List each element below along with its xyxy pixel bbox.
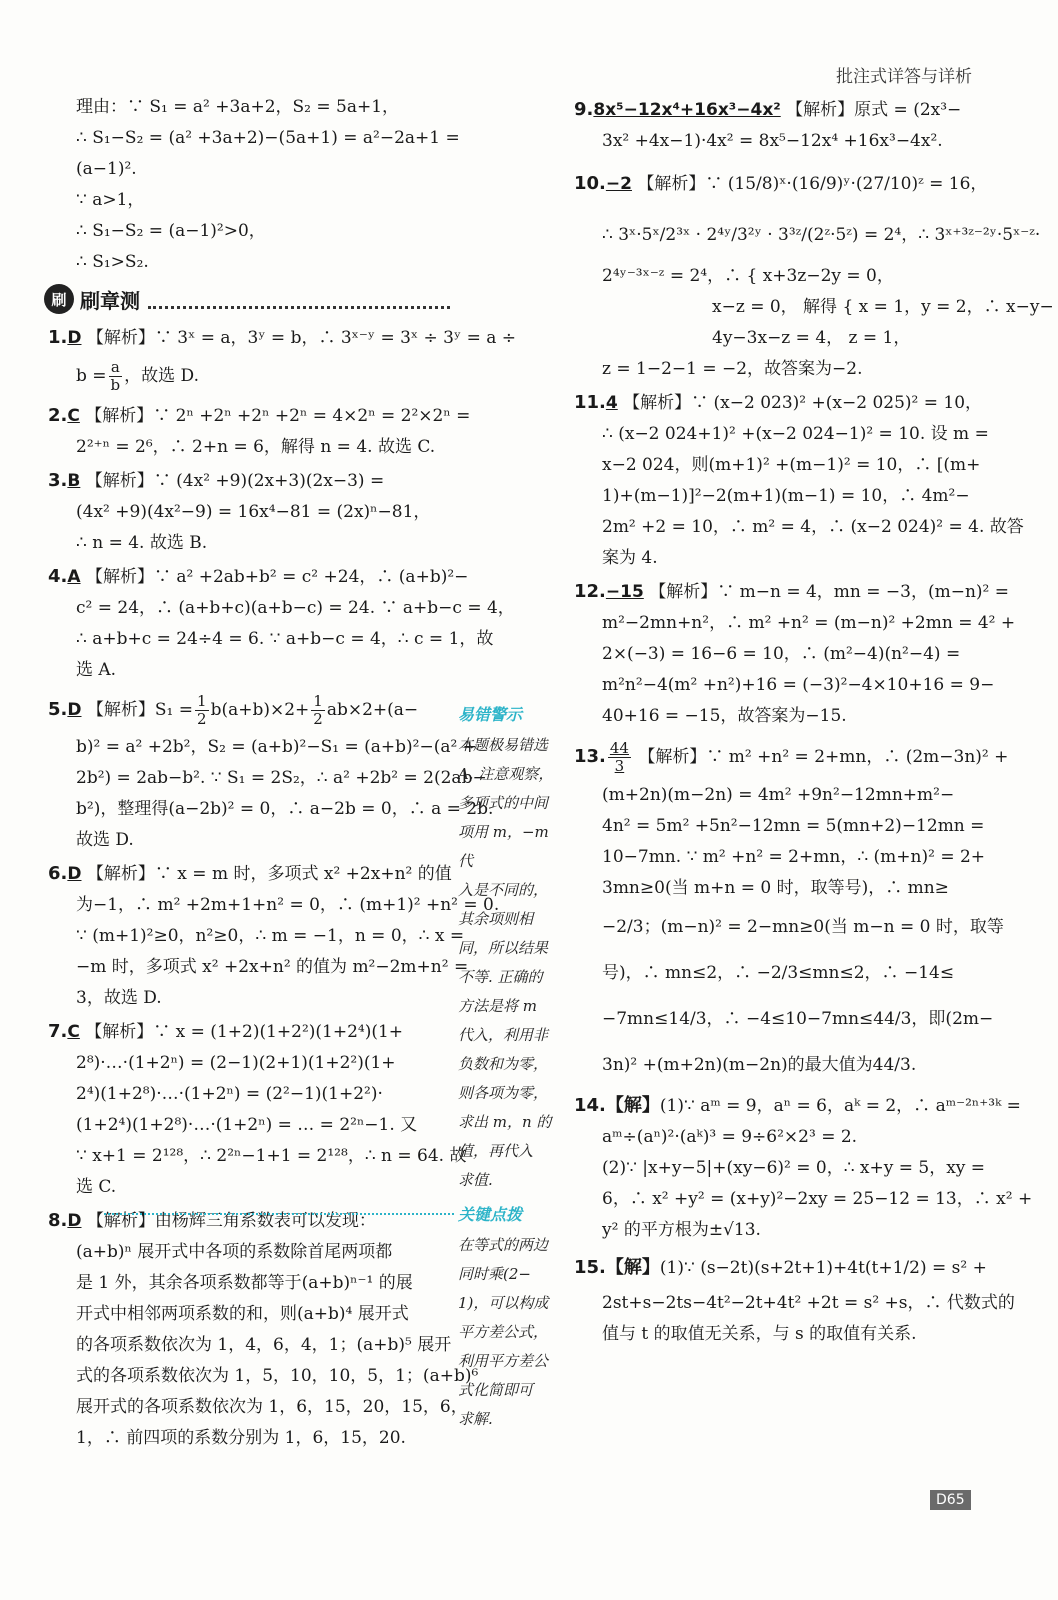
question-15: 15.【解】(1)∵ (s−2t)(s+2t+1)+4t(t+1/2) = s² + 2st+s−2ts−4t²−2t+4t² +2t = s² +s，∴ 代数式的 值与 t 的取值无关系，与 s 的取值有关系. [574, 1257, 1015, 1344]
answer: 8x⁵−12x⁴+16x³−4x² [593, 100, 781, 120]
answer: A [67, 567, 81, 587]
answer: C [67, 406, 80, 426]
answer: D [67, 1211, 82, 1231]
dotted-divider [148, 290, 450, 309]
question-4: 4.A 【解析】∵ a² +2ab+b² = c² +24，∴ (a+b)²− c² = 24，∴ (a+b+c)(a+b−c) = 24. ∵ a+b−c = 4， ∴ a+b+c = 24÷4 = 6. ∵ a+b−c = 4，∴ c = 1，故 选 A. [48, 566, 515, 680]
page-number: D65 [930, 1490, 971, 1510]
question-13: 13. $\frac{44}{3}$ 【解析】∵ m² +n² = 2+mn，∴ (2m−3n)² + (m+2n)(m−2n) = 4m² +9n²−12mn+m²− 4n² = 5m² +5n²−12mn = 5(mn+2)−12mn = 10−7mn. ∵ m² +n² = 2+mn，∴ (m+n)² = 2+ 3mn≥0(当 m+n = 0 时，取等号)，∴ mn≥ −2/3；(m−n)² = 2−mn≥0(当 m−n = 0 时，取等 号)，∴ mn≤2，∴ −2/3≤mn≤2，∴ −14≤ −7mn≤14/3，∴ −4≤10−7mn≤44/3，即(2m− 3n)² +(m+2n)(m−2n)的最大值为44/3. [574, 739, 1009, 1075]
sidebar-title: 关键点拨 [458, 1205, 523, 1224]
answer: −2 [605, 174, 632, 194]
sidebar-pointer-line [104, 1213, 454, 1215]
sidebar-title: 易错警示 [458, 705, 523, 724]
question-9: 9.8x⁵−12x⁴+16x³−4x² 【解析】原式 = (2x³− 3x² +4x−1)·4x² = 8x⁵−12x⁴ +16x³−4x². [574, 99, 962, 151]
brush-icon: 刷 [44, 284, 74, 314]
answer: D [67, 328, 82, 348]
text-line: 理由：∵ S₁ = a² +3a+2，S₂ = 5a+1， [76, 97, 400, 117]
question-7: 7.C 【解析】∵ x = (1+2)(1+2²)(1+2⁴)(1+ 2⁸)·…·(1+2ⁿ) = (2−1)(2+1)(1+2²)(1+ 2⁴)(1+2⁸)·…·(1+2ⁿ) = (2²−1)(1+2²)· (1+2⁴)(1+2⁸)·…·(1+2ⁿ) = … = 2²ⁿ−1. 又 ∵ x+1 = 2¹²⁸，∴ 2²ⁿ−1+1 = 2¹²⁸，∴ n = 64. 故 选 C. [48, 1021, 467, 1197]
question-11: 11.4 【解析】∵ (x−2 023)² +(x−2 025)² = 10， ∴ (x−2 024+1)² +(x−2 024−1)² = 10. 设 m = x−2 024，则(m+1)² +(m−1)² = 10，∴ [(m+ 1)+(m−1)]²−2(m+1)(m−1) = 10，∴ 4m²− 2m² +2 = 10，∴ m² = 4，∴ (x−2 024)² = 4. 故答 案为 4. [574, 392, 1024, 568]
text-line: (a−1)². [76, 159, 137, 179]
text-line: ∴ S₁>S₂. [76, 252, 149, 272]
answer: 4 [605, 393, 618, 413]
question-5: 5.D 【解析】S₁ = $\frac{1}{2}$ b(a+b)×2+ $\frac{1}{2}$ ab×2+(a− b)² = a² +2b²，S₂ = (a+b)²−S₁ = (a+b)²−(a² + 2b²) = 2ab−b². ∵ S₁ = 2S₂，∴ a² +2b² = 2(2ab− b²)，整理得(a−2b)² = 0，∴ a−2b = 0，∴ a = 2b. 故选 D. [48, 692, 494, 850]
text-line: ∵ a>1， [76, 190, 145, 210]
answer: C [67, 1022, 80, 1042]
question-2: 2.C 【解析】∵ 2ⁿ +2ⁿ +2ⁿ +2ⁿ = 4×2ⁿ = 2²×2ⁿ = 2²⁺ⁿ = 2⁶，∴ 2+n = 6，解得 n = 4. 故选 C. [48, 405, 471, 457]
question-10: 10.−2 【解析】∵ (15/8)ˣ·(16/9)ʸ·(27/10)ᶻ = 16， ∴ 3ˣ·5ˣ/2³ˣ · 2⁴ʸ/3²ʸ · 3³ᶻ/(2ᶻ·5ᶻ) = 2⁴，∴ 3ˣ⁺³ᶻ⁻²ʸ·5ˣ⁻ᶻ· 2⁴ʸ⁻³ˣ⁻ᶻ = 2⁴，∴ { x+3z−2y = 0， x−z = 0， 解得 { x = 1，y = 2，∴ x−y− 4y−3x−z = 4， z = 1， z = 1−2−1 = −2，故答案为−2. [574, 173, 1054, 379]
text-line: ∴ S₁−S₂ = (a² +3a+2)−(5a+1) = a²−2a+1 = [76, 128, 460, 148]
question-14: 14.【解】(1)∵ aᵐ = 9，aⁿ = 6，aᵏ = 2，∴ aᵐ⁻²ⁿ⁺³ᵏ = aᵐ÷(aⁿ)²·(aᵏ)³ = 9÷6²×2³ = 2. (2)∵ |x+y−5|+(xy−6)² = 0，∴ x+y = 5，xy = 6，∴ x² +y² = (x+y)²−2xy = 25−12 = 13，∴ x² + y² 的平方根为±√13. [574, 1095, 1033, 1240]
page-header: 批注式详答与详析 [836, 67, 972, 87]
sidebar-note-error-warning: 易错警示 本题极易错选 A. 注意观察， 多项式的中间 项用 m，−m 代 入是不同的， 其余项则相 同，所以结果 不等. 正确的 方法是将 m 代入，利用非 负数和为零， 则各项为零， 求出 m，n 的 值，再代入 求值. [458, 700, 562, 1195]
answer: B [67, 471, 81, 491]
answer: −15 [605, 582, 644, 602]
question-8: 8.D 【解析】由杨辉三角系数表可以发现： (a+b)ⁿ 展开式中各项的系数除首尾两项都 是 1 外，其余各项系数都等于(a+b)ⁿ⁻¹ 的展 开式中相邻两项系数的和，则(a+b)⁴ 展开式 的各项系数依次为 1，4，6，4，1；(a+b)⁵ 展开 式的各项系数依次为 1，5，10，10，5，1；(a+b)⁶ 展开式的各项系数依次为 1，6，15，20，15，6， 1，∴ 前四项的系数分别为 1，6，15，20. [48, 1210, 479, 1448]
answer: $\frac{44}{3}$ [609, 739, 629, 775]
text-line: ∴ S₁−S₂ = (a−1)²>0， [76, 221, 266, 241]
sidebar-note-key-point: 关键点拨 在等式的两边 同时乘(2− 1)，可以构成 平方差公式， 利用平方差公 式化简即可 求解. [458, 1200, 562, 1434]
answer: D [67, 864, 82, 884]
answer: D [67, 700, 82, 720]
section-title: 刷章测 [80, 288, 140, 313]
question-3: 3.B 【解析】∵ (4x² +9)(2x+3)(2x−3) = (4x² +9)(4x²−9) = 16x⁴−81 = (2x)ⁿ−81， ∴ n = 4. 故选 B. [48, 470, 431, 553]
question-6: 6.D 【解析】∵ x = m 时，多项式 x² +2x+n² 的值 为−1，∴ m² +2m+1+n² = 0，∴ (m+1)² +n² = 0. ∵ (m+1)²≥0，n²≥0，∴ m = −1，n = 0，∴ x = −m 时，多项式 x² +2x+n² 的值为 m²−2m+n² = 3，故选 D. [48, 863, 500, 1008]
right-column [574, 92, 1054, 1350]
question-12: 12.−15 【解析】∵ m−n = 4，mn = −3，(m−n)² = m²−2mn+n²，∴ m² +n² = (m−n)² +2mn = 4² + 2×(−3) = 16−6 = 10，∴ (m²−4)(n²−4) = m²n²−4(m² +n²)+16 = (−3)²−4×10+16 = 9− 40+16 = −15，故答案为−15. [574, 581, 1016, 726]
question-1: 1.D 【解析】∵ 3ˣ = a，3ʸ = b，∴ 3ˣ⁻ʸ = 3ˣ ÷ 3ʸ = a ÷ b = $\frac{a}{b}$ ，故选 D. [48, 327, 517, 394]
section-heading [44, 282, 450, 316]
